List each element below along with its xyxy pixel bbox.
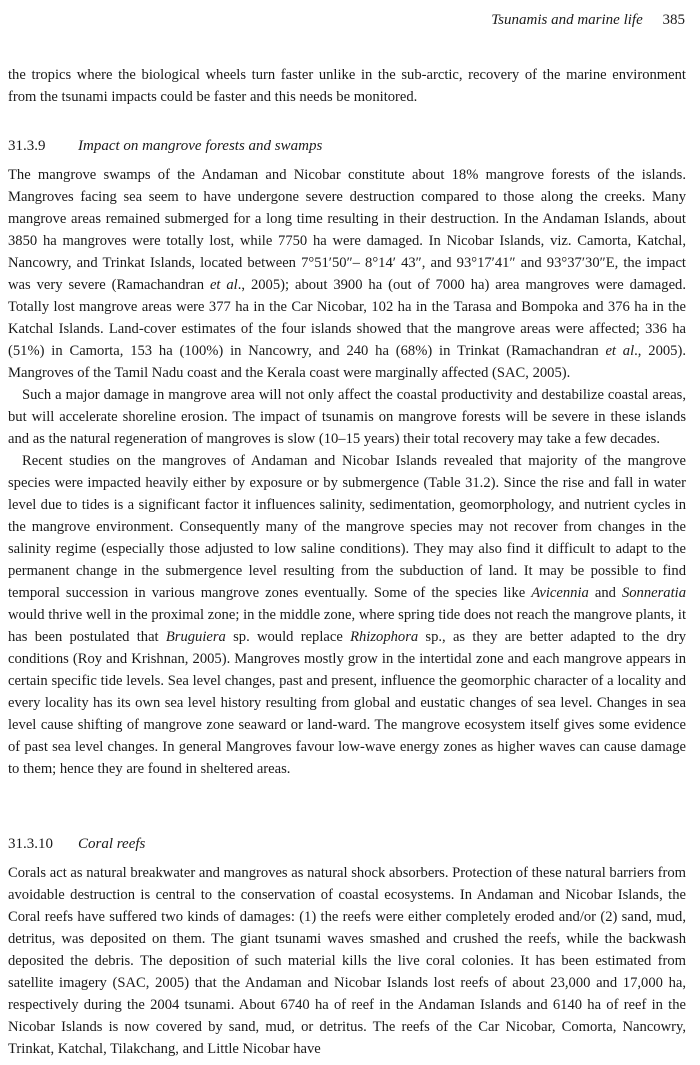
running-header [491,10,685,30]
page-number: 385 [662,12,685,28]
section-heading-coral [8,834,686,854]
text-run: and [588,585,622,601]
mangrove-body [8,164,686,780]
species-name: Avicennia [531,585,589,601]
text-run: Recent studies on the mangroves of Andaman and Nicobar Islands revealed that majority of the mangrove species were impacted heavily either by exposure or by submergence (Table 31.2). Since the rise and fall in water level due to tides is a significant factor it influences salinity, sedimentation, geomorphology, and nutrient cycles in the mangrove environment. Consequently many of the mangrove species may not recover from changes in the salinity regime (especially those adjusted to low saline conditions). They may also find it difficult to adapt to the permanent change in the submergence level resulting from the subduction of land. It may be possible to find temporal succession in various mangrove zones eventually. Some of the species like [8,453,686,601]
intro-paragraph: the tropics where the biological wheels turn faster unlike in the sub-arctic, recovery of the marine environment from the tsunami impacts could be faster and this needs be monitored. [8,67,686,105]
section-number: 31.3.10 [8,836,53,852]
text-run: sp., as they are better adapted to the dry conditions (Roy and Krishnan, 2005). Mangroves mostly grow in the intertidal zone and each mangrove appears in certain specific tide levels. Sea level changes, past and present, influence the geomorphic character of a locality and every locality has its own sea level history resulting from global and eustatic changes of sea level. Changes in sea level cause shifting of mangrove zone seaward or land-ward. The mangrove ecosystem itself gives some evidence of past sea level changes. In general Mangroves favour low-wave energy zones as higher waves can cause damage to them; hence they are found in sheltered areas. [8,629,686,777]
mangrove-paragraph-2: Such a major damage in mangrove area will not only affect the coastal productivity and destabilize coastal areas, but will accelerate shoreline erosion. The impact of tsunamis on mangrove forests will be severe in these islands and as the natural regeneration of mangroves is slow (10–15 years) their total recovery may take a few decades. [8,387,686,447]
section-heading-mangrove [8,136,686,156]
text-run: ., 2005); about 3900 ha (out of 7000 ha) area mangroves were damaged. Totally lost mangrove areas were 377 ha in the Car Nicobar, 102 ha in the Tarasa and Bompoka and 376 ha in the Katchal Islands. Land-cover estimates of the four islands showed that the mangrove areas were affected; 336 ha (51%) in Camorta, 153 ha (100%) in Nancowry, and 240 ha (68%) in Trinkat (Ramachandran [8,277,686,359]
section-title: Coral reefs [78,836,146,852]
text-run: sp. would replace [225,629,351,645]
running-title: Tsunamis and marine life [491,12,643,28]
text-run: would thrive well in the proximal zone; in the middle zone, where spring tide does not reach the mangrove plants, it has been postulated that [8,607,686,645]
species-name: Sonneratia [621,585,687,601]
coral-body [8,862,686,1060]
mangrove-paragraph-1 [8,164,686,384]
section-number: 31.3.9 [8,138,46,154]
intro-paragraph-block [8,64,686,108]
text-run: The mangrove swamps of the Andaman and Nicobar constitute about 18% mangrove forests of the islands. Mangroves facing sea seem to have undergone severe destruction compared to those along the creeks. Many mangrove areas remained submerged for a long time resulting in their destruction. In the Andaman Islands, about 3850 ha mangroves were totally lost, while 7750 ha were damaged. In Nicobar Islands, viz. Camorta, Katchal, Nancowry, and Trinkat Islands, located between 7°51′50″– 8°14′ 43″, and 93°17′41″ and 93°37′30″E, the impact was very severe (Ramachandran [8,167,686,293]
italic-run: et al [209,277,238,293]
section-title: Impact on mangrove forests and swamps [78,138,323,154]
text-run: ., 2005). Mangroves of the Tamil Nadu coast and the Kerala coast were marginally affected (SAC, 2005). [8,343,686,381]
species-name: Bruguiera [165,629,226,645]
mangrove-paragraph-3 [8,450,686,780]
italic-run: et al [605,343,635,359]
species-name: Rhizophora [350,629,419,645]
coral-paragraph-1: Corals act as natural breakwater and mangroves as natural shock absorbers. Protection of these natural barriers from avoidable destruction is central to the conservation of coastal ecosystems. In Andaman and Nicobar Islands, the Coral reefs have suffered two kinds of damages: (1) the reefs were either completely eroded and/or (2) sand, mud, detritus, was deposited on them. The giant tsunami waves smashed and crushed the reefs, while the backwash deposited the debris. The deposition of such material kills the live coral colonies. It has been estimated from satellite imagery (SAC, 2005) that the Andaman and Nicobar Islands lost reefs of about 23,000 and 17,000 ha, respectively during the 2004 tsunami. About 6740 ha of reef in the Andaman Islands and 6140 ha of reef in the Nicobar Islands is now covered by sand, mud, or detritus. The reefs of the Car Nicobar, Comorta, Nancowry, Trinkat, Katchal, Tilakchang, and Little Nicobar have [8,865,686,1057]
